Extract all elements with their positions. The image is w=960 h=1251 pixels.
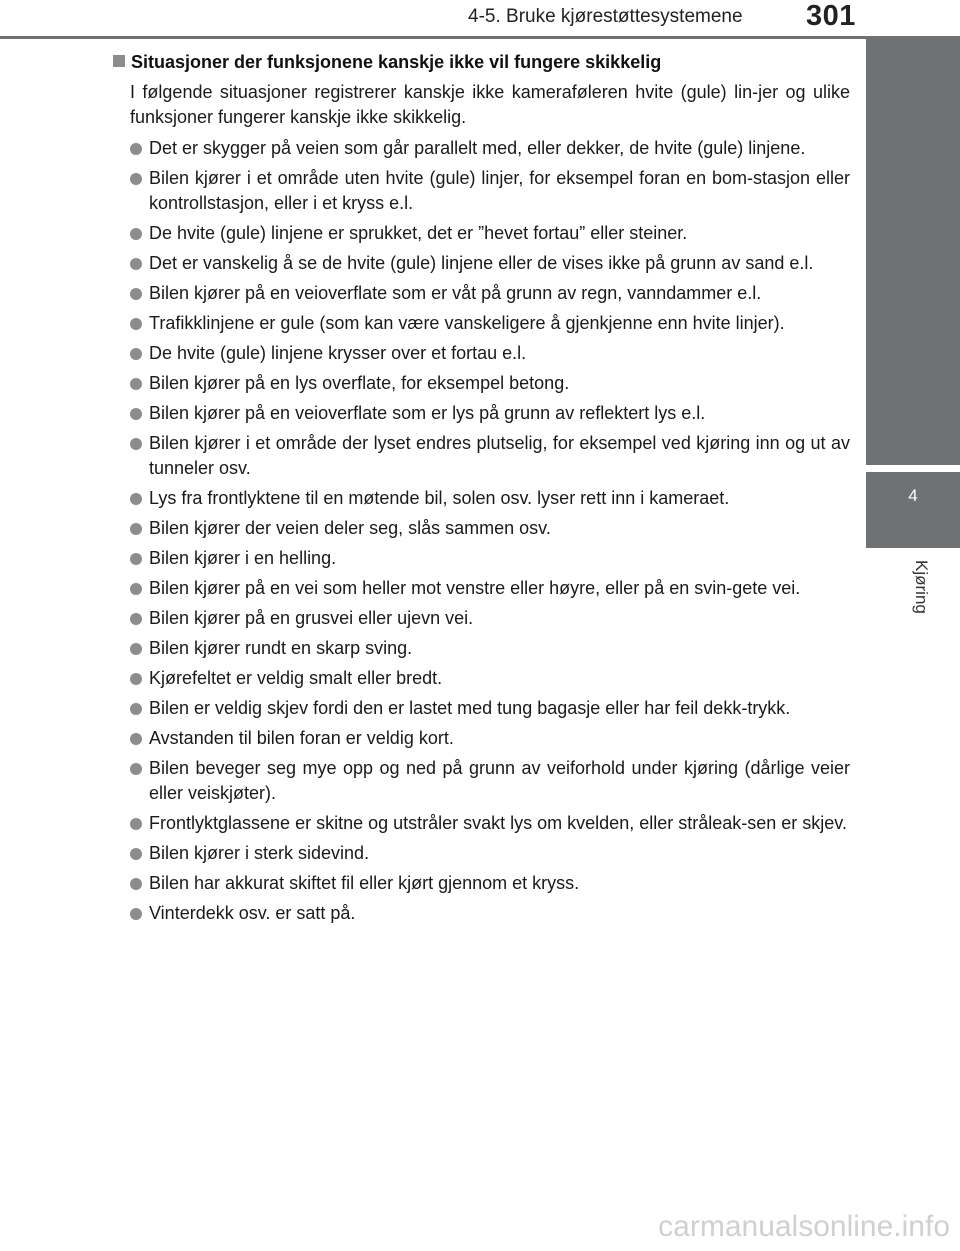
circle-bullet-icon [130, 523, 142, 535]
list-item-text: Bilen kjører på en vei som heller mot venstre eller høyre, eller på en svin-gete vei. [149, 578, 801, 598]
list-item [113, 136, 850, 161]
list-item-text: Frontlyktglassene er skitne og utstråler svakt lys om kvelden, eller stråleak-sen er skjev. [149, 813, 847, 833]
header-rule [0, 36, 960, 39]
list-item-text: Bilen kjører i en helling. [149, 548, 337, 568]
bullet-list [113, 136, 850, 926]
list-item [113, 871, 850, 896]
side-tab-bar [866, 39, 960, 465]
list-item [113, 401, 850, 426]
circle-bullet-icon [130, 878, 142, 890]
list-item-text: Det er vanskelig å se de hvite (gule) linjene eller de vises ikke på grunn av sand e.l. [149, 253, 814, 273]
chapter-title: Kjøring [912, 560, 931, 614]
circle-bullet-icon [130, 763, 142, 775]
section-heading [113, 50, 850, 74]
circle-bullet-icon [130, 703, 142, 715]
list-item [113, 636, 850, 661]
chapter-number: 4 [908, 486, 918, 505]
circle-bullet-icon [130, 228, 142, 240]
list-item [113, 546, 850, 571]
list-item-text: Kjørefeltet er veldig smalt eller bredt. [149, 668, 443, 688]
list-item [113, 311, 850, 336]
section-intro: I følgende situasjoner registrerer kanskje ikke kameraføleren hvite (gule) lin-jer og ulike funksjoner fungerer kanskje ikke skikkelig. [130, 82, 850, 127]
list-item [113, 251, 850, 276]
circle-bullet-icon [130, 348, 142, 360]
list-item-text: Bilen kjører i et område der lyset endres plutselig, for eksempel ved kjøring inn og ut av tunneler osv. [149, 433, 850, 478]
main-content [113, 50, 850, 931]
circle-bullet-icon [130, 643, 142, 655]
page-number: 301 [806, 0, 856, 32]
list-item [113, 341, 850, 366]
circle-bullet-icon [130, 378, 142, 390]
list-item-text: Bilen har akkurat skiftet fil eller kjørt gjennom et kryss. [149, 873, 580, 893]
list-item-text: Lys fra frontlyktene til en møtende bil, solen osv. lyser rett inn i kameraet. [149, 488, 730, 508]
list-item-text: Det er skygger på veien som går parallelt med, eller dekker, de hvite (gule) linjene. [149, 138, 806, 158]
list-item [113, 696, 850, 721]
list-item [113, 516, 850, 541]
section-heading-text: Situasjoner der funksjonene kanskje ikke vil fungere skikkelig [131, 52, 662, 72]
circle-bullet-icon [130, 408, 142, 420]
circle-bullet-icon [130, 438, 142, 450]
list-item [113, 221, 850, 246]
list-item [113, 486, 850, 511]
list-item-text: Vinterdekk osv. er satt på. [149, 903, 356, 923]
circle-bullet-icon [130, 733, 142, 745]
list-item-text: Bilen kjører i sterk sidevind. [149, 843, 370, 863]
list-item [113, 431, 850, 481]
watermark: carmanualsonline.info [658, 1210, 950, 1243]
circle-bullet-icon [130, 908, 142, 920]
circle-bullet-icon [130, 613, 142, 625]
list-item [113, 576, 850, 601]
list-item [113, 606, 850, 631]
circle-bullet-icon [130, 173, 142, 185]
circle-bullet-icon [130, 493, 142, 505]
list-item [113, 666, 850, 691]
chapter-label-box [866, 548, 960, 648]
circle-bullet-icon [130, 288, 142, 300]
list-item [113, 811, 850, 836]
section-title: 4-5. Bruke kjørestøttesystemene [468, 6, 743, 27]
list-item-text: Bilen kjører på en veioverflate som er våt på grunn av regn, vanndammer e.l. [149, 283, 762, 303]
list-item [113, 841, 850, 866]
list-item [113, 726, 850, 751]
list-item-text: Bilen beveger seg mye opp og ned på grunn av veiforhold under kjøring (dårlige veier eller veiskjøter). [149, 758, 850, 803]
list-item-text: Bilen kjører der veien deler seg, slås sammen osv. [149, 518, 551, 538]
list-item [113, 166, 850, 216]
circle-bullet-icon [130, 583, 142, 595]
list-item-text: Bilen kjører på en lys overflate, for eksempel betong. [149, 373, 570, 393]
list-item-text: Bilen er veldig skjev fordi den er lastet med tung bagasje eller har feil dekk-trykk. [149, 698, 791, 718]
circle-bullet-icon [130, 318, 142, 330]
circle-bullet-icon [130, 818, 142, 830]
list-item-text: Bilen kjører rundt en skarp sving. [149, 638, 413, 658]
list-item-text: Trafikklinjene er gule (som kan være vanskeligere å gjenkjenne enn hvite linjer). [149, 313, 785, 333]
list-item [113, 281, 850, 306]
chapter-tab [866, 472, 960, 548]
list-item-text: Bilen kjører på en grusvei eller ujevn vei. [149, 608, 474, 628]
circle-bullet-icon [130, 258, 142, 270]
list-item-text: De hvite (gule) linjene krysser over et fortau e.l. [149, 343, 527, 363]
square-bullet-icon [113, 55, 125, 67]
list-item-text: De hvite (gule) linjene er sprukket, det er ”hevet fortau” eller steiner. [149, 223, 688, 243]
list-item [113, 901, 850, 926]
circle-bullet-icon [130, 848, 142, 860]
page-header [0, 0, 960, 40]
list-item [113, 371, 850, 396]
list-item-text: Bilen kjører i et område uten hvite (gule) linjer, for eksempel foran en bom-stasjon eller kontrollstasjon, eller i et kryss e.l. [149, 168, 850, 213]
circle-bullet-icon [130, 673, 142, 685]
list-item-text: Bilen kjører på en veioverflate som er lys på grunn av reflektert lys e.l. [149, 403, 706, 423]
circle-bullet-icon [130, 143, 142, 155]
list-item [113, 756, 850, 806]
list-item-text: Avstanden til bilen foran er veldig kort. [149, 728, 454, 748]
circle-bullet-icon [130, 553, 142, 565]
